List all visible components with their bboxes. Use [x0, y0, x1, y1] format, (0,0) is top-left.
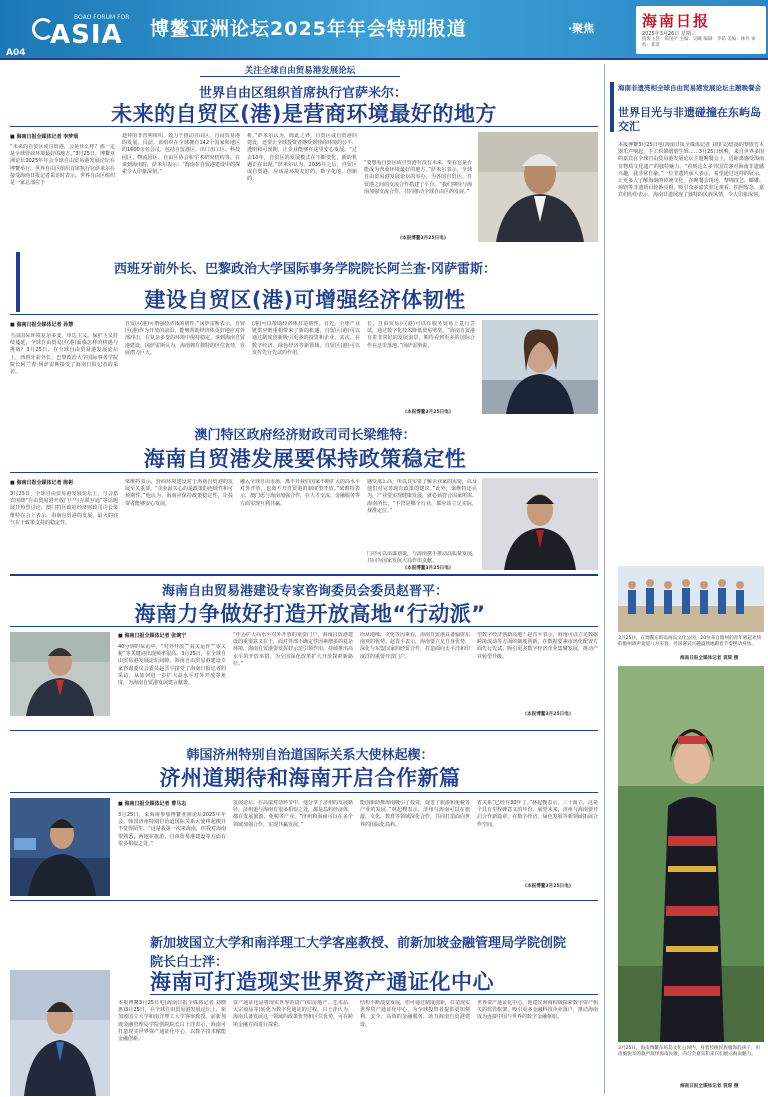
a5-col3: 能创新助推海南吸引了投资，促进了旅游和免税等产业的发展。”林起楔表示，济州与海南可以在旅游、文化、教育等领域深化合作，共同打造面向世界的国际化岛屿。 — [360, 800, 470, 828]
a3-col2: 梁维特表示，营商环境建设对于海南自贸港的发展至关重要。“企业最关心的是政策的连续性和可预期性。”他认为，海南应保持政策稳定性，让投资者能够安心发展。 — [125, 479, 233, 507]
a4-portrait-photo — [10, 632, 110, 716]
sidebar-headline: 世界目光与非遗碰撞在东屿岛交汇 — [618, 106, 761, 133]
a2-accent-mark — [10, 252, 28, 312]
a4-col2: “作为扩大高水平对外开放的重要门户，海南自贸港建设的重要意义在于，面对外部不确定性因素增多的复杂环境，海南自贸港要发挥好示范引领作用，持续推出高水平的开放举措，为全国深化改革扩大开放探索新路径。” — [233, 632, 353, 667]
a2-col2: 自贸区(港)可增强经济体的韧性。”冈萨雷斯表示，自贸区(港)作为开放的前沿，能够帮助经济体更好地应对外部冲击，在复杂多变的环境中保持稳定。谈到海南自贸港建设，冈萨雷斯认为，海南拥有独特的区位优势，发展潜力巨大。 — [125, 321, 245, 356]
a5-col1: 3月25日，来海南参加博鳌亚洲论坛2025年年会，韩国济州特别自治道国际关系大使林起楔并不觉得陌生。“这是我第一次来海南，但我对海南很熟悉，两地在旅游、自由贸易港建设等方面有很多相似之处。” — [118, 812, 226, 847]
a1-col4: “要想看自贸区或自贸港有没有未来，要看它是否能成为营商环境最好的地方。”萨米尔表示，全球自由贸易港发展论坛的举办，为各国自贸区、自贸港之间的交流合作搭建了平台。“我们期待与海南加强交流合作，共同推动全球自由区的发展。” — [364, 160, 472, 195]
a4-headline: 海南力争做好打造开放高地“行动派” — [134, 602, 486, 626]
a2-byline: ■ 海南日报全媒体记者 孙慧 — [10, 322, 74, 328]
a3-col5: 门亦可以出谋划策，与海南携手推动高质量发展，共同为国家发展大局作出贡献。 — [367, 551, 477, 565]
boao-forum-logo — [32, 12, 140, 50]
a5-rule — [10, 792, 598, 793]
a2-col1: 当前国际环境复杂多变，单边主义、保护主义持续蔓延，全球自由贸易区(港)面临怎样的机遇与挑战？3月25日，在全球自由贸易港发展论坛上，西班牙前外长、巴黎政治大学国际事务学院院长阿兰查·冈萨雷斯接受了海南日报记者的采访。 — [10, 333, 118, 376]
a5-portrait-photo — [10, 798, 110, 896]
a1-col1: “未来的自贸区或自贸港，会是什么样？那一定是全球营商环境最好的地方。”3月25日，博鳌亚洲论坛2025年年会全球自由贸易港发展论坛在博鳌举行，世界自由区组织首席执行官萨米尔在接受海南日报记者采访时表示。世界自由区组织是一家总部位于 — [10, 144, 115, 187]
a6-top-rule — [10, 900, 598, 901]
a3-col3: 融入全球自由市场，离不开我们国家不断扩大的高水平对外开放，也离不开自贸港的制度型开放。”梁维特表示，澳门愿与海南加强合作，在人才交流、金融服务等方面实现互利共赢。 — [240, 479, 360, 507]
a4-col1: 40分钟的采访中，“对外开放”“封关运作”“零关税”等关键词出现频率很高。3月25日，在全球自由贸易港发展论坛间隙，海南自由贸易港建设专家咨询委员会委员赵晋平接受了海南日报记者的采访，从如何进一步扩大高水平对外开放等角度，为海南自贸港发展建言献策。 — [118, 644, 226, 687]
a6-headline: 海南可打造现实世界资产通证化中心 — [150, 970, 494, 994]
a6-col1: 本报博鳌3月25日电(海南日报全媒体记者 刘晓惠)3月25日，在全球自由贸易港发展论坛上，新加坡国立大学和南洋理工大学客座教授、前新加坡金融管理局学院创院院长白士泮表示，海南可打造现实世界资产通证化中心，以数字技术赋能金融创新。 — [118, 1000, 226, 1043]
a4-top-rule — [10, 574, 598, 576]
a1-col2: 迪拜的非营利组织，致力于推动自由区、自由贸易港的发展。目前，该组织在全球拥有142个国家和地区的1600余名会员。包括自贸港区、出口加工区、科技园区、物流园区、自由区协会和学术研究机构等。在谈到海南时，萨米尔表示：“海南在自贸港建设中的探索令人印象深刻。” — [122, 133, 240, 176]
series-label: ·聚焦 — [568, 22, 595, 35]
masthead-rule — [0, 58, 768, 60]
a2-rule — [10, 314, 598, 315]
special-report-title: 博鳌亚洲论坛2025年年会特别报道 — [150, 18, 467, 40]
sidebar-caption-2: 3月25日，海南博鳌东屿岛文化公园内，身着传统民族服饰的孩子，用清脆悦耳的歌声演绎海南民歌，向与会嘉宾和来宾们展示海南魅力。 — [618, 1046, 760, 1057]
a1-dateline-end: (本报博鳌3月25日电) — [400, 236, 446, 241]
a1-portrait-photo — [478, 132, 598, 242]
a4-rule — [10, 626, 598, 627]
page-number: A04 — [6, 48, 26, 58]
a2-dateline-end: (本报博鳌3月25日电) — [405, 410, 451, 415]
issue-date: 2025年3月26日 星期三 — [642, 31, 696, 37]
sidebar-subhead: 海南非遗亮相全球自由贸易港发展论坛主题晚餐会 — [618, 84, 761, 92]
sidebar-divider — [604, 64, 605, 1094]
a6-col4: 世界资产通证化中心。他建议海南积极探索数字资产相关的监管框架，吸引更多金融科技企业落户，推动海南成为连接中国与世界的数字金融枢纽。 — [477, 1000, 598, 1021]
a1-subhead: 世界自由区组织首席执行官萨米尔： — [198, 86, 407, 101]
kicker-rule — [200, 76, 400, 77]
logo-small-text: BOAO FORUM FOR — [74, 14, 130, 21]
a4-byline: ■ 海南日报全媒体记者 张琬宁 — [118, 633, 187, 639]
a6-col2: 资产通证化是将现实世界的资产(如房地产、艺术品、大宗商品等)转化为数字化通证的过程。白士泮认为，海南具备发展这一领域的政策优势和区位优势，可在跨境金融方面进行探索。 — [233, 1000, 353, 1028]
sidebar-dance-photo — [618, 566, 764, 632]
a3-rule — [10, 472, 598, 473]
a3-col4: 感受那么高，所以其实要了解企业家的需要，以及他们对完善现有政策的建议。”此外，梁维特还认为，产业要实现健康发展，就必须符合国家所需、海南所长。“不管是哪个行业，都应该立足实际，找准定位。” — [367, 479, 477, 514]
a5-subhead: 韩国济州特别自治道国际关系大使林起楔： — [186, 748, 434, 763]
a6-portrait-photo — [10, 970, 110, 1096]
a5-dateline-end: (本报博鳌3月25日电) — [525, 884, 571, 889]
a2-portrait-photo — [482, 320, 598, 414]
masthead — [0, 0, 768, 58]
sidebar-caption-2-credit: 海南日报全媒体记者 袁琛 摄 — [680, 1084, 739, 1089]
a4-subhead: 海南自由贸易港建设专家咨询委员会委员赵晋平： — [161, 584, 448, 599]
a5-byline: ■ 海南日报全媒体记者 曹马志 — [118, 801, 187, 807]
a1-headline: 未来的自贸区(港)是营商环境最好的地方 — [111, 102, 497, 126]
a3-portrait-photo — [482, 478, 598, 570]
newspaper-nameplate — [636, 6, 766, 54]
a3-headline: 海南自贸港发展要保持政策稳定性 — [143, 447, 467, 471]
a3-col1: 3月25日，全球自由贸易港发展论坛上，与会嘉宾围绕“自由贸易港开放门户与互联互通”等话题展开热烈讨论。澳门特区政府经济财政司司长梁维特在会上表示，海南自贸港的发展，最大的底气在于政策支持的稳定性。 — [10, 491, 118, 526]
section-kicker: 关注全球自由贸易港发展论坛 — [244, 66, 356, 76]
a5-col4: 省关系”已经有30年了。”林起楔表示，三十而立，这是个具有里程碑意义的年份。展望未来，济州与海南要开启合作新篇章，在数字经济、绿色发展等新领域拓展合作空间。 — [477, 800, 598, 828]
a5-col2: 发展论坛，在高端对话环节中，他分享了济州的发展路径。济州道与海南有很多相似之处，都是岛屿经济体，都在发展旅游、免税等产业。“济州和海南可以在多个领域加强合作，实现共赢发展。” — [233, 800, 353, 828]
a5-top-rule — [10, 730, 598, 731]
a1-col3: 析，”萨米尔认为，除此之外，自贸区或自贸港的建设，还要让全球投资者感受到营商环境的公平、透明和可预期，让企业能够在这里安心发展。“过去10年，自贸区的发展模式在不断变化，新的机遇正在出现。”萨米尔认为，2035年之后，自贸区或自贸港，应该是环境友好的、数字化的、创新的。 — [247, 133, 357, 183]
a3-subhead: 澳门特区政府经济财政司司长梁维特： — [194, 428, 416, 443]
a3-byline: ■ 海南日报全媒体记者 陈彬 — [10, 480, 74, 486]
a1-byline: ■ 海南日报全媒体记者 李梦瑶 — [10, 134, 79, 140]
staff-credits: 值班主任：陈国平 主编：吴曦 编辑：李昂 美编：林丹 审校：郑景 — [642, 37, 756, 48]
a5-headline: 济州道期待和海南开启合作新篇 — [159, 766, 461, 790]
a1-rule — [10, 126, 598, 127]
a6-col3: 结构不断演变发展，但可通过制度创新，打造现实世界资产通证化中心，为全球投资者提供更加便利、安全、高效的金融服务，助力海南自贸港建设。 — [360, 1000, 470, 1028]
logo-asia-text: ASIA — [50, 20, 123, 50]
a6-subhead: 新加坡国立大学和南洋理工大学客座教授、前新加坡金融管理局学院创院院长白士泮： — [150, 936, 567, 970]
a4-dateline-end: (本报博鳌3月25日电) — [525, 712, 571, 717]
a3-dateline-end: (本报博鳌3月25日电) — [405, 566, 451, 571]
a2-col4: 长，自由贸易区(港)可以在服务贸易上进行尝试，通过数字化技术降低贸易壁垒。“海南自贸港有着非常好的发展前景，期待看到更多的国际合作在这里落地。”冈萨雷斯说。 — [367, 321, 475, 349]
sidebar-body: 本报博鳌3月25日电(海南日报全媒体记者 刘琪文)悠扬的黎族竹木器乐声响起，手工织锦熠熠生辉……3月25日傍晚，来自世界多国的嘉宾在全球自由贸易港发展论坛主题晚餐会上，近距离感受海南非物质文化遗产的独特魅力。“看到这么多外国宾客对海南非遗感兴趣，我非常自豪。”一位非遗传承人表示，希望通过这样的展示，让更多人了解海南的传统文化。在晚餐会现场，黎锦技艺、椰雕、琼剧等非遗项目轮番亮相，吸引众多嘉宾驻足观看、拍照留念。嘉宾们纷纷表示，海南非遗展现了独特的民族风情，令人印象深刻。 — [618, 142, 764, 199]
sidebar-child-singer-photo — [618, 666, 764, 1042]
a2-subhead: 西班牙前外长、巴黎政治大学国际事务学院院长阿兰查·冈萨雷斯： — [114, 262, 496, 277]
sidebar-caption-1-credit: 海南日报全媒体记者 袁琛 摄 — [680, 656, 739, 661]
a6-rule — [150, 994, 598, 995]
a4-col4: 型数字经济创新高地？赵晋平表示，海南可以立足数据跨境流动等方面的制度创新，在数据要素市场化配置方面先行先试，吸引更多数字经济企业集聚发展，推动产业转型升级。 — [477, 632, 598, 660]
sidebar-caption-1: 3月25日，在博鳌东屿岛海岛文化公园，20位来自儋州的青年唱起欢快的儋州调声欢迎八方来客。外国嘉宾兴趣盎然地跟着节奏摆动身体。 — [618, 636, 762, 647]
sidebar-accent-bar — [610, 82, 614, 132]
a2-headline: 建设自贸区(港)可增强经济体韧性 — [144, 288, 466, 312]
newspaper-name: 海南日报 — [642, 12, 711, 30]
a2-col3: (港)可以帮助经济体打造韧性。首先，全球产业链供应链重构带来了新的机遇，自贸区(港)可以通过制度创新吸引更多的投资和企业。其次，在数字经济、绿色经济等新领域，自贸区(港)可以发挥先行先试的作用。 — [252, 321, 360, 356]
a4-col3: 而从地缘、文化等因素看，海南自贸港具备辐射东南亚的优势。赵晋平表示，海南要立足自身优势，深化与东盟国家的经贸合作，打造面向太平洋和印度洋的重要开放门户。 — [360, 632, 470, 660]
